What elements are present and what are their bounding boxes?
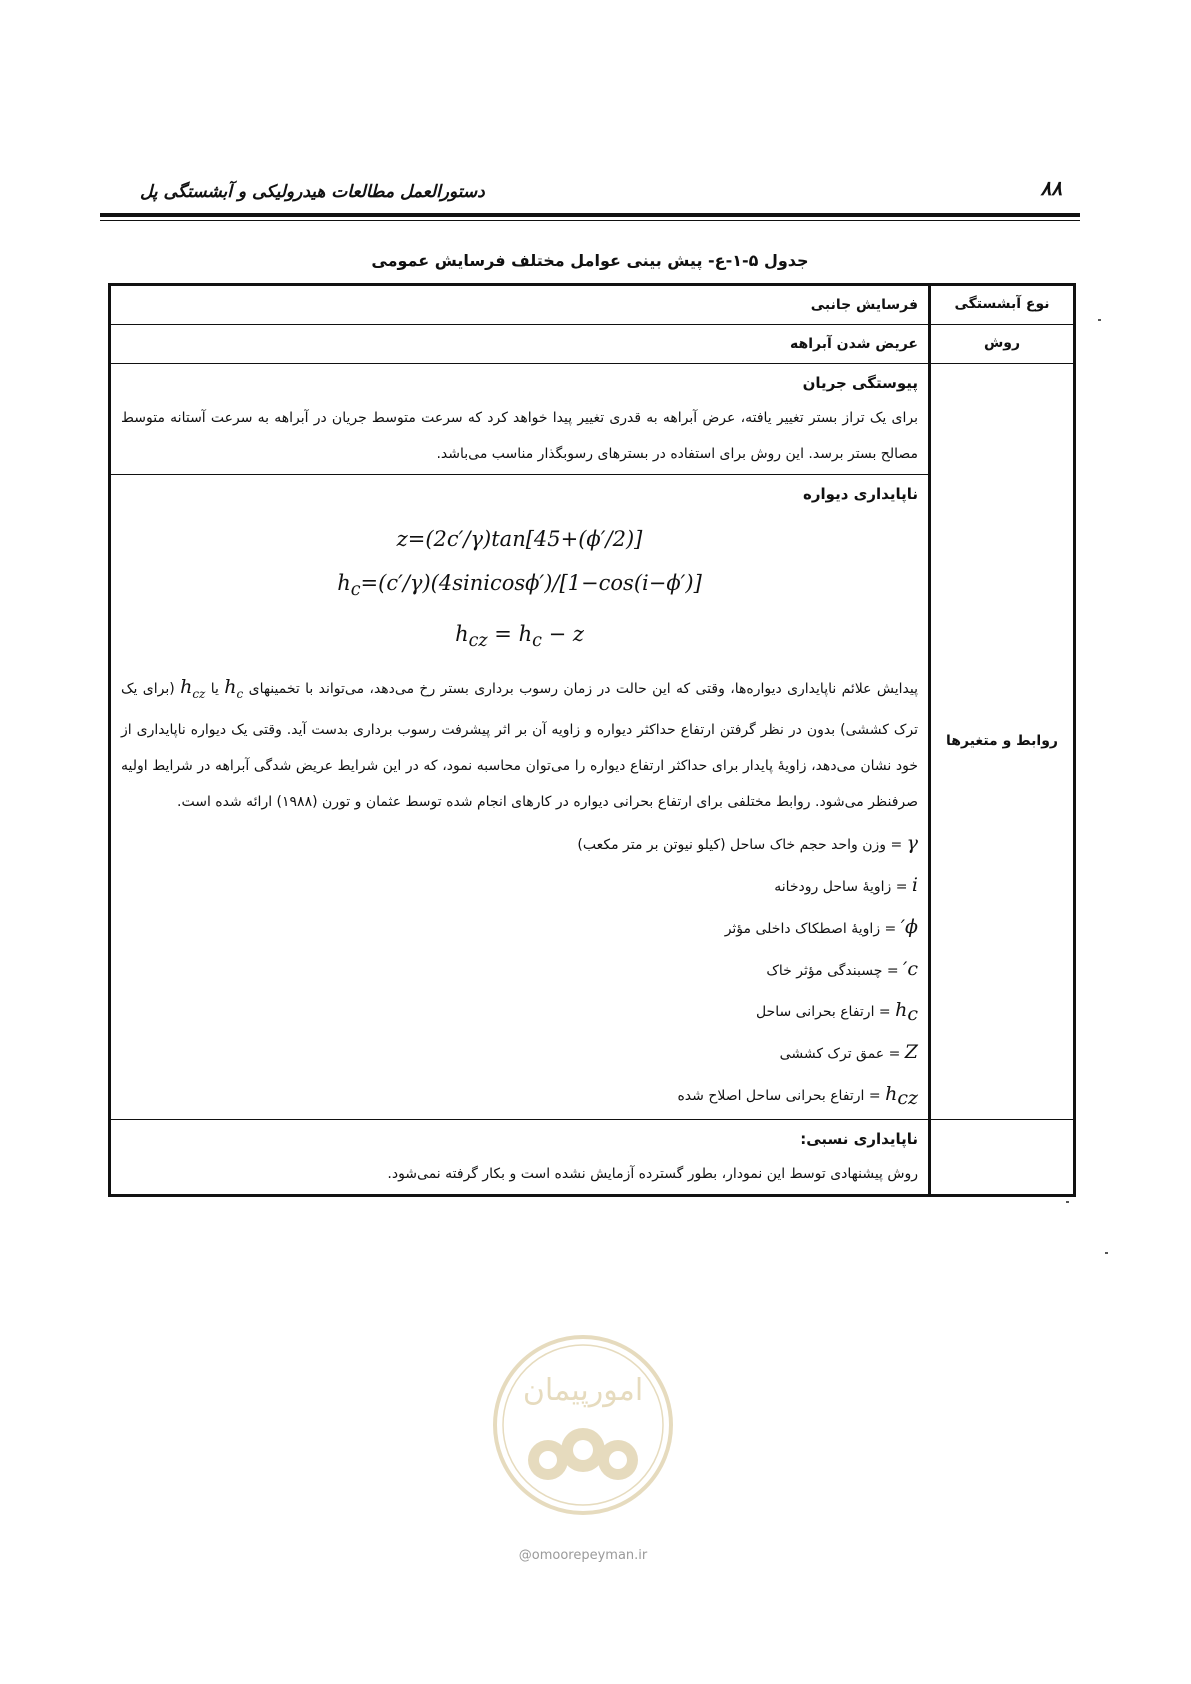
symbol-hc: $h_c$ xyxy=(224,676,244,702)
header-rule-thin xyxy=(100,220,1080,221)
flow-continuity-cell xyxy=(110,364,930,475)
row-label-scour-type: نوع آبشستگی xyxy=(930,285,1075,325)
flow-continuity-heading: پیوستگی جریان xyxy=(802,374,918,392)
row-label-empty xyxy=(930,1119,1075,1195)
formula-z: z=(2c′/γ)tan[45+(ϕ′/2)] xyxy=(396,527,643,551)
watermark-logo-text: امورپیمان xyxy=(522,1373,644,1408)
page-header xyxy=(100,176,1080,216)
para-or: یا xyxy=(210,681,219,698)
variable-item: γ = وزن واحد حجم خاک ساحل (کیلو نیوتن بر متر مکعب) xyxy=(577,832,918,855)
para-lead: پیدایش علائم ناپایداری دیواره‌ها، وقتی که این حالت در زمان رسوب برداری بستر رخ می‌دهد، می‌تواند با تخمینهای xyxy=(248,681,918,698)
variable-item: i = زاویهٔ ساحل رودخانه xyxy=(774,873,918,896)
row-label-relations: روابط و متغیرها xyxy=(930,364,1075,1120)
row-value-method: عریض شدن آبراهه xyxy=(110,325,930,364)
variable-item: ϕ′ = زاویهٔ اصطکاک داخلی مؤثر xyxy=(724,915,918,938)
scour-table xyxy=(108,283,1076,1197)
relative-instability-heading: ناپایداری نسبی: xyxy=(800,1129,918,1148)
table-row xyxy=(110,1119,1075,1195)
symbol-hcz: $h_{cz}$ xyxy=(180,676,206,702)
table-title: جدول ۵-۱-ع- پیش بینی عوامل مختلف فرسایش عمومی xyxy=(371,251,809,270)
relative-instability-cell xyxy=(110,1119,930,1195)
variable-item: Z = عمق ترک کششی xyxy=(779,1041,918,1064)
variable-list xyxy=(121,820,918,1117)
scan-speck xyxy=(1105,1252,1108,1254)
bank-instability-heading: ناپایداری دیواره xyxy=(803,485,918,503)
formula-hcz-sub2: c xyxy=(532,631,542,652)
formula-hcz-rhs: − z xyxy=(541,622,584,647)
table-row xyxy=(110,364,1075,475)
formula-hc xyxy=(121,561,918,612)
flow-continuity-text: برای یک تراز بستر تغییر یافته، عرض آبراهه به قدری تغییر پیدا خواهد کرد که سرعت متوسط جریان در آبراهه به سرعت آستانه متوسط مصالح بستر برسد. این روش برای استفاده در بسترهای رسوبگذار مناسب می‌باشد. xyxy=(121,410,918,462)
scan-speck xyxy=(1098,319,1101,321)
formula-hcz-eq: = h xyxy=(487,622,533,647)
formula-hcz xyxy=(121,612,918,663)
watermark-url: @omoorepeyman.ir xyxy=(518,1548,648,1563)
row-value-scour-type: فرسایش جانبی xyxy=(110,285,930,325)
variable-item: c′ = چسبندگی مؤثر خاک xyxy=(766,957,918,980)
table-row xyxy=(110,325,1075,364)
relative-instability-text: روش پیشنهادی توسط این نمودار، بطور گسترده آزمایش نشده است و بکار گرفته نمی‌شود. xyxy=(387,1165,918,1182)
para-rest: (برای یک ترک کششی) بدون در نظر گرفتن ارتفاع حداکثر دیواره و زاویه آن بر اثر پیشرفت رسوب برداری بدست آید. وقتی یک دیواره ناپایداری از خود نشان می‌دهد، زاویهٔ پایدار برای حداکثر ارتفاع دیواره را می‌توان محاسبه نمود، که در این شرایط عریض شدگی آبراهه در شرایط اولیه صرفنظر می‌شود. روابط مختلفی برای ارتفاع بحرانی دیواره در کارهای انجام شده توسط عثمان و تورن (۱۹۸۸) ارائه شده است. xyxy=(121,681,918,811)
formula-block xyxy=(121,511,918,669)
running-title: دستورالعمل مطالعات هیدرولیکی و آبشستگی پل xyxy=(140,182,485,202)
formula-hc-rhs: =(c′/γ)(4sinicosϕ′)/[1−cos(i−ϕ′)] xyxy=(360,571,702,595)
variable-item: $h_{cz}$ = ارتفاع بحرانی ساحل اصلاح شده xyxy=(677,1082,918,1109)
bank-instability-text xyxy=(121,669,918,820)
page-number: ۸۸ xyxy=(1040,176,1062,200)
formula-hc-sub: c xyxy=(350,580,361,601)
watermark-logo xyxy=(488,1330,678,1520)
bank-instability-cell xyxy=(110,475,930,1120)
formula-hcz-sub: cz xyxy=(468,631,488,652)
header-rule-thick xyxy=(100,213,1080,217)
formula-hc-symbol: h xyxy=(337,571,351,595)
variable-item: $h_c$ = ارتفاع بحرانی ساحل xyxy=(755,999,918,1026)
table-row xyxy=(110,285,1075,325)
row-label-method: روش xyxy=(930,325,1075,364)
scan-speck xyxy=(1066,1201,1069,1203)
formula-hcz-symbol: h xyxy=(455,622,469,647)
